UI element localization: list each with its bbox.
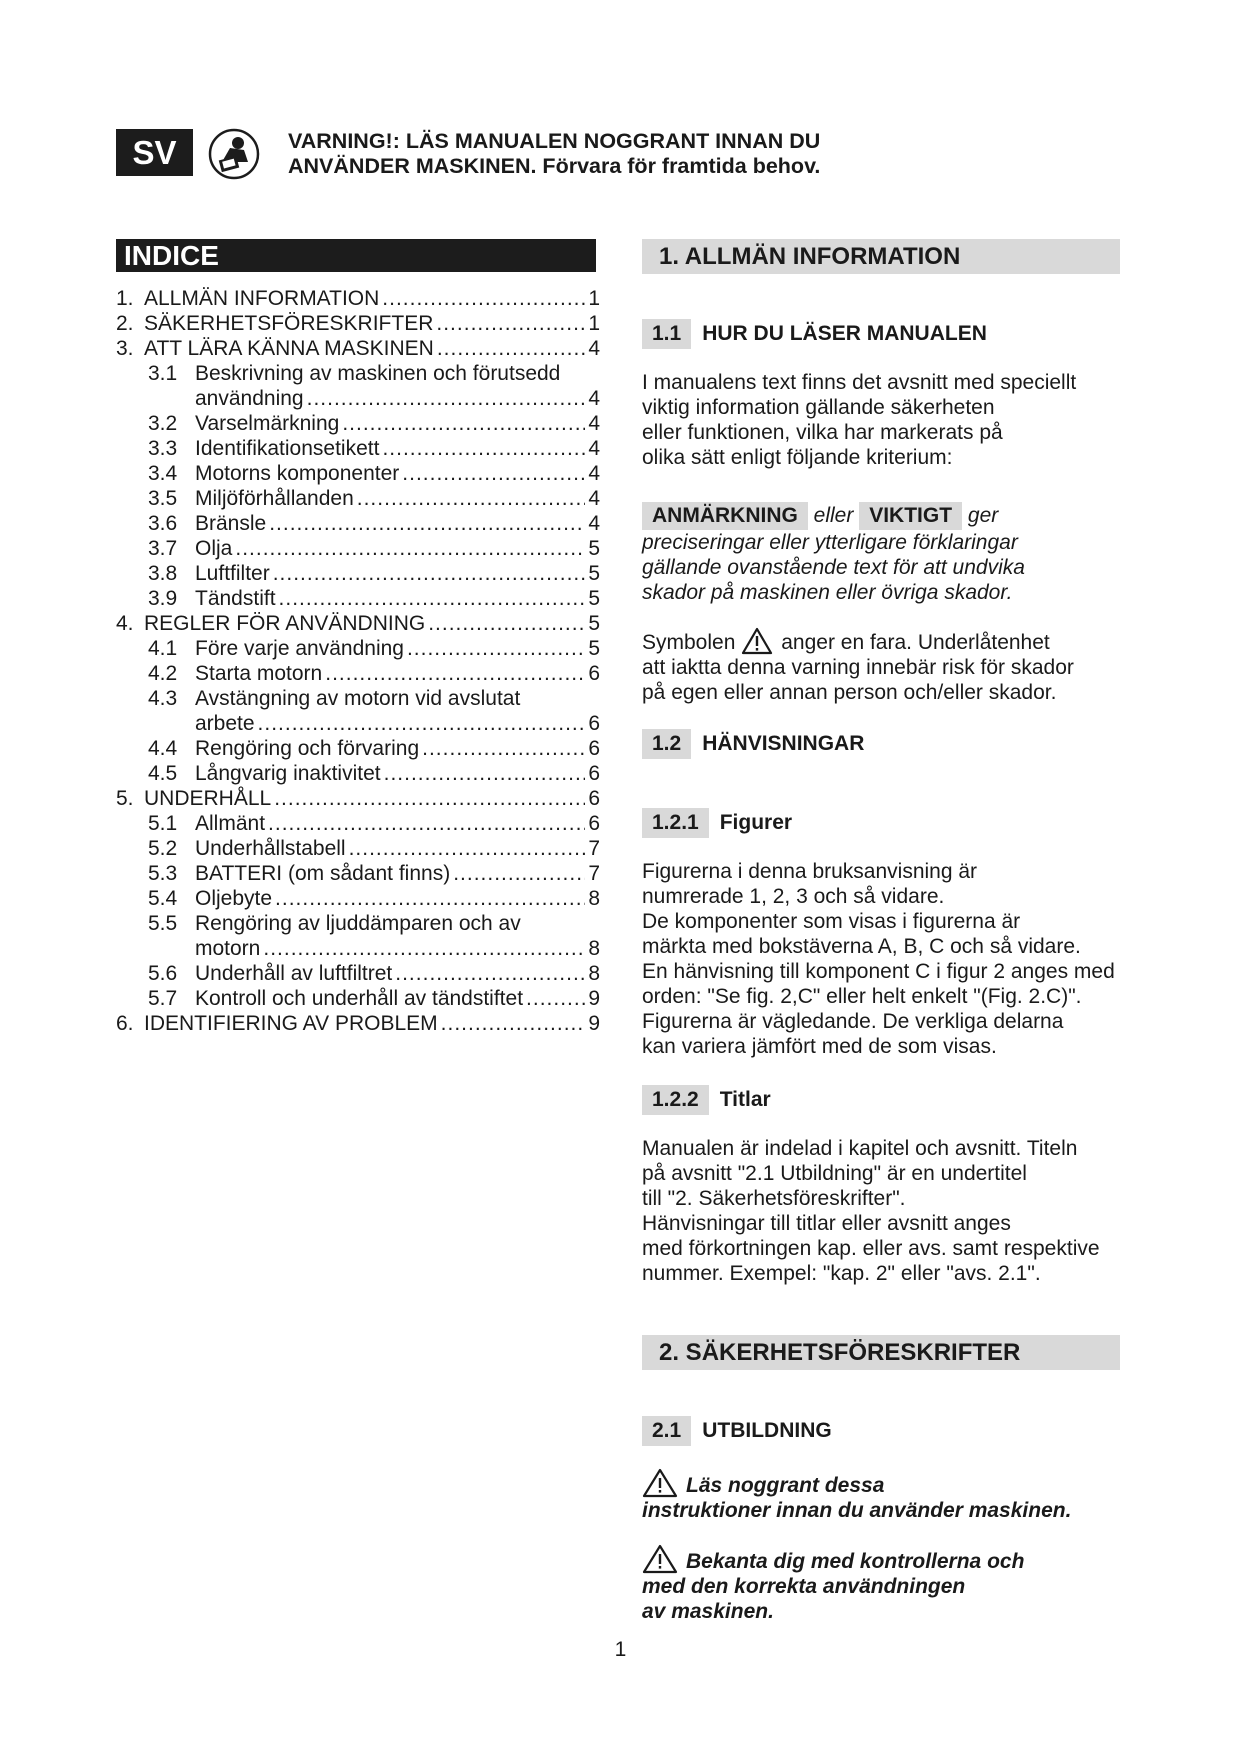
toc-item[interactable]: 5.2 Underhållstabell ..... 7 — [116, 836, 600, 861]
toc-item-continuation[interactable]: motorn ..... 8 — [116, 936, 600, 961]
toc-item[interactable]: 4.3 Avstängning av motorn vid avslutat — [148, 687, 521, 710]
subsection-1-2-heading: 1.2 HÄNVISNINGAR — [642, 729, 864, 759]
subsection-1-1-heading: 1.1 HUR DU LÄSER MANUALEN — [642, 319, 987, 349]
warning-learn-controls: Bekanta dig med kontrollerna och med den korrekta användningen av maskinen. — [642, 1544, 1132, 1624]
toc-item[interactable]: 5.4 Oljebyte ..... 8 — [116, 886, 600, 911]
section-2-heading: 2. SÄKERHETSFÖRESKRIFTER — [642, 1335, 1120, 1370]
toc-title: INDICE — [116, 239, 596, 272]
toc-item[interactable]: 3. ATT LÄRA KÄNNA MASKINEN ..... 4 — [116, 336, 600, 361]
section-1-heading: 1. ALLMÄN INFORMATION — [642, 239, 1120, 274]
toc-item[interactable]: 4.1 Före varje användning ..... 5 — [116, 636, 600, 661]
toc-item[interactable]: 4.4 Rengöring och förvaring ..... 6 — [116, 736, 600, 761]
toc-item[interactable]: 5.3 BATTERI (om sådant finns) ..... 7 — [116, 861, 600, 886]
toc-item[interactable]: 1. ALLMÄN INFORMATION ..... 1 — [116, 286, 600, 311]
warning-header — [288, 129, 908, 179]
toc-item[interactable]: 3.4 Motorns komponenter ..... 4 — [116, 461, 600, 486]
warning-read-instructions: Läs noggrant dessa instruktioner innan du använder maskinen. — [642, 1468, 1132, 1523]
warning-line-1: VARNING!: LÄS MANUALEN NOGGRANT INNAN DU — [288, 129, 821, 153]
paragraph-symbol: Symbolen anger en fara. Underlåtenhet att iaktta denna varning innebär risk för skador på egen eller annan person och/eller skador. — [642, 627, 1132, 705]
warning-triangle-icon — [642, 1544, 678, 1574]
warning-triangle-icon — [741, 627, 773, 655]
page-number: 1 — [614, 1638, 627, 1661]
toc-item[interactable]: 3.6 Bränsle ..... 4 — [116, 511, 600, 536]
paragraph-reading-manual: I manualens text finns det avsnitt med speciellt viktig information gällande säkerheten eller funktionen, vilka har markerats på olika sätt enligt följande kriterium: — [642, 371, 1077, 469]
table-of-contents — [116, 286, 600, 1036]
toc-item[interactable]: 4.2 Starta motorn ..... 6 — [116, 661, 600, 686]
toc-item[interactable]: 5.7 Kontroll och underhåll av tändstiftet ..... 9 — [116, 986, 600, 1011]
toc-item[interactable]: 5.6 Underhåll av luftfiltret ..... 8 — [116, 961, 600, 986]
warning-line-2: ANVÄNDER MASKINEN. Förvara för framtida behov. — [288, 154, 821, 178]
toc-item[interactable]: 3.5 Miljöförhållanden ..... 4 — [116, 486, 600, 511]
paragraph-titles: Manualen är indelad i kapitel och avsnitt. Titeln på avsnitt "2.1 Utbildning" är en undertitel till "2. Säkerhetsföreskrifter". Hänvisningar till titlar eller avsnitt anges med förkortningen kap. eller avs. samt respektive nummer. Exempel: "kap. 2" eller "avs. 2.1". — [642, 1137, 1100, 1285]
paragraph-figures: Figurerna i denna bruksanvisning är numrerade 1, 2, 3 och så vidare. De komponenter som visas i figurerna är märkta med bokstäverna A, B, C och så vidare. En hänvisning till komponent C i figur 2 anges med orden: "Se fig. 2,C" eller helt enkelt "(Fig. 2.C)". Figurerna är vägledande. De verkliga delarna kan variera jämfört med de som visas. — [642, 860, 1115, 1058]
warning-triangle-icon — [642, 1468, 678, 1498]
toc-item[interactable]: 3.2 Varselmärkning ..... 4 — [116, 411, 600, 436]
toc-item-continuation[interactable]: användning ..... 4 — [116, 386, 600, 411]
read-manual-icon — [208, 128, 260, 180]
toc-item[interactable]: 3.8 Luftfilter ..... 5 — [116, 561, 600, 586]
toc-item[interactable]: 2. SÄKERHETSFÖRESKRIFTER ..... 1 — [116, 311, 600, 336]
subsection-2-1-heading: 2.1 UTBILDNING — [642, 1416, 832, 1446]
language-badge: SV — [116, 129, 193, 176]
subsection-1-2-2-heading: 1.2.2 Titlar — [642, 1085, 771, 1115]
important-label: VIKTIGT — [859, 502, 962, 530]
toc-item[interactable]: 3.1 Beskrivning av maskinen och förutsedd — [148, 362, 561, 385]
subsection-1-2-1-heading: 1.2.1 Figurer — [642, 808, 792, 838]
toc-item[interactable]: 3.3 Identifikationsetikett ..... 4 — [116, 436, 600, 461]
toc-item[interactable]: 4.5 Långvarig inaktivitet ..... 6 — [116, 761, 600, 786]
toc-item-continuation[interactable]: arbete ..... 6 — [116, 711, 600, 736]
toc-item[interactable]: 6. IDENTIFIERING AV PROBLEM ..... 9 — [116, 1011, 600, 1036]
toc-item[interactable]: 4. REGLER FÖR ANVÄNDNING ..... 5 — [116, 611, 600, 636]
note-label: ANMÄRKNING — [642, 502, 808, 530]
paragraph-note-important: ANMÄRKNING eller VIKTIGT ger preciseringar eller ytterligare förklaringar gällande ovanstående text för att undvika skador på maskinen eller övriga skador. — [642, 504, 1025, 604]
toc-item[interactable]: 3.9 Tändstift ..... 5 — [116, 586, 600, 611]
toc-item[interactable]: 5.5 Rengöring av ljuddämparen och av — [148, 912, 521, 935]
toc-item[interactable]: 5. UNDERHÅLL ..... 6 — [116, 786, 600, 811]
toc-item[interactable]: 3.7 Olja ..... 5 — [116, 536, 600, 561]
toc-item[interactable]: 5.1 Allmänt ..... 6 — [116, 811, 600, 836]
